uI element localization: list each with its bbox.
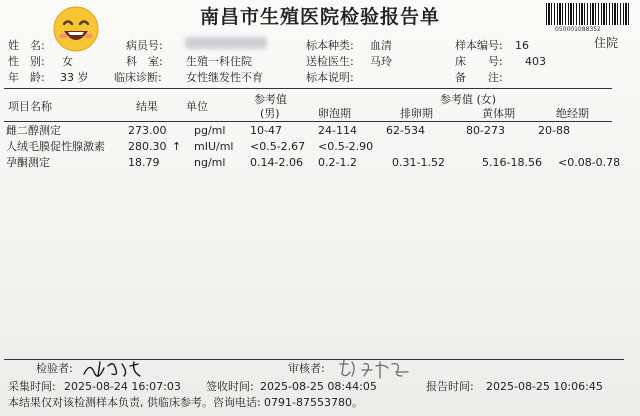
- doctor-value: 马玲: [370, 55, 392, 68]
- sample-no-label: 样本编号:: [455, 39, 503, 52]
- col-header-ovulation: 排卵期: [400, 107, 433, 120]
- report-time-label: 报告时间:: [426, 380, 474, 393]
- remark-label: 备 注:: [455, 71, 503, 84]
- specimen-value: 血清: [370, 39, 392, 52]
- row2-unit: mIU/ml: [194, 140, 234, 153]
- col-header-result: 结果: [136, 100, 158, 113]
- row2-ref-male: <0.5-2.67: [250, 140, 306, 153]
- bed-value: 403: [525, 55, 546, 68]
- row1-ref-follicular: 24-114: [318, 124, 357, 137]
- row1-item-name: 雌二醇测定: [6, 124, 61, 137]
- barcode-number: 050001088352: [555, 26, 601, 33]
- diagnosis-value: 女性继发性不育: [186, 71, 263, 84]
- col-header-follicular: 卵泡期: [318, 107, 351, 120]
- row2-item-name: 人绒毛膜促性腺激素: [6, 140, 105, 153]
- bed-label: 床 号:: [455, 55, 503, 68]
- row3-ref-male: 0.14-2.06: [250, 156, 303, 169]
- ward-tag: 住院: [594, 36, 619, 50]
- report-time-value: 2025-08-25 10:06:45: [486, 380, 603, 393]
- row1-ref-luteal: 80-273: [466, 124, 505, 137]
- row1-result: 273.00: [128, 124, 167, 137]
- inspector-signature: [82, 358, 148, 380]
- laughing-emoji-sticker: [52, 5, 100, 53]
- col-header-ref-male: 参考值: [254, 93, 287, 106]
- collect-time-value: 2025-08-24 16:07:03: [64, 380, 181, 393]
- disclaimer-text: 本结果仅对该检测样本负责, 供临床参考。咨询电话:: [8, 396, 261, 409]
- inspector-label: 检验者:: [36, 362, 73, 375]
- reviewer-signature: [336, 358, 416, 382]
- dept-value: 生殖一科住院: [186, 55, 252, 68]
- barcode-image: [546, 3, 630, 25]
- dept-label: 科 室:: [126, 55, 163, 68]
- row3-ref-ovulation: 0.31-1.52: [392, 156, 445, 169]
- row3-item-name: 孕酮测定: [6, 156, 50, 169]
- col-header-item: 项目名称: [8, 100, 52, 113]
- report-title: 南昌市生殖医院检验报告单: [200, 6, 441, 28]
- col-header-luteal: 黄体期: [482, 107, 515, 120]
- col-header-ref-male-sub: (男): [260, 107, 280, 120]
- divider-line: [4, 88, 612, 89]
- name-label: 姓 名:: [8, 39, 45, 52]
- gender-value: 女: [62, 55, 73, 68]
- row1-ref-menopause: 20-88: [538, 124, 570, 137]
- row1-ref-ovulation: 62-534: [386, 124, 425, 137]
- receive-time-label: 签收时间:: [206, 380, 254, 393]
- row3-result: 18.79: [128, 156, 160, 169]
- col-header-menopause: 绝经期: [556, 107, 589, 120]
- doctor-label: 送检医生:: [306, 55, 354, 68]
- diagnosis-label: 临床诊断:: [114, 71, 162, 84]
- age-value: 33 岁: [60, 71, 89, 84]
- row2-high-flag: ↑: [172, 140, 182, 153]
- row2-ref-follicular: <0.5-2.90: [318, 140, 374, 153]
- contact-phone: 0791-87553780。: [264, 396, 363, 409]
- row3-ref-menopause: <0.08-0.78: [558, 156, 621, 169]
- redacted-patient-number: [185, 37, 267, 49]
- gender-label: 性 别:: [8, 55, 45, 68]
- patient-no-label: 病员号:: [126, 39, 163, 52]
- specimen-label: 标本种类:: [306, 39, 354, 52]
- spec-note-label: 标本说明:: [306, 71, 354, 84]
- row3-ref-follicular: 0.2-1.2: [318, 156, 357, 169]
- reviewer-label: 审核者:: [288, 362, 325, 375]
- col-header-ref-female: 参考值 (女): [440, 93, 497, 106]
- col-header-unit: 单位: [186, 100, 208, 113]
- age-label: 年 龄:: [8, 71, 45, 84]
- row1-ref-male: 10-47: [250, 124, 282, 137]
- row2-result: 280.30: [128, 140, 167, 153]
- row1-unit: pg/ml: [194, 124, 226, 137]
- sample-no-value: 16: [515, 39, 529, 52]
- row3-unit: ng/ml: [194, 156, 226, 169]
- table-header-divider: [4, 121, 612, 122]
- collect-time-label: 采集时间:: [8, 380, 56, 393]
- row3-ref-luteal: 5.16-18.56: [482, 156, 542, 169]
- receive-time-value: 2025-08-25 08:44:05: [260, 380, 377, 393]
